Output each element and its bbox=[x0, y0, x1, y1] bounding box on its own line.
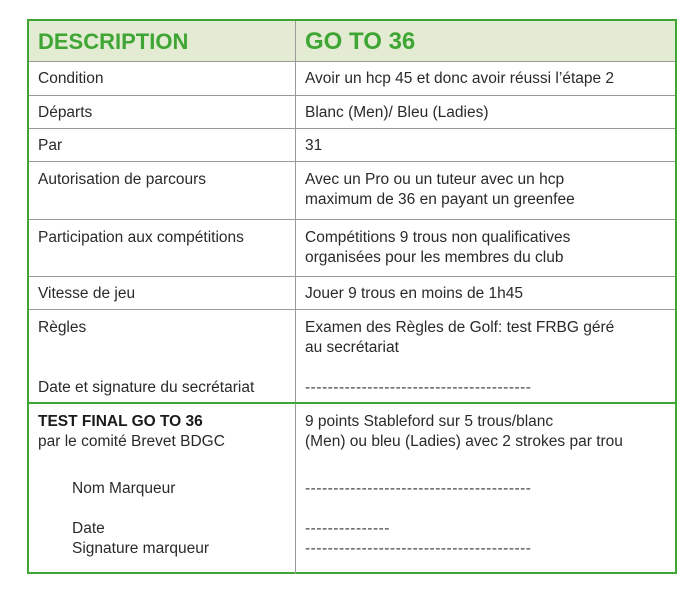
test-final-labels bbox=[29, 404, 295, 574]
date-line: --------------- bbox=[305, 520, 390, 537]
value-line: 9 points Stableford sur 5 trous/blanc bbox=[305, 413, 554, 430]
secretariat-label: Date et signature du secrétariat bbox=[38, 379, 255, 396]
value-line: Compétitions 9 trous non qualificatives bbox=[305, 229, 571, 246]
row-label: Autorisation de parcours bbox=[38, 171, 207, 188]
row-value: Jouer 9 trous en moins de 1h45 bbox=[295, 277, 675, 309]
test-final-title: TEST FINAL GO TO 36 bbox=[38, 413, 203, 430]
row-regles bbox=[29, 310, 675, 404]
row-vitesse bbox=[29, 277, 675, 310]
row-test-final bbox=[29, 404, 675, 574]
secretariat-signature-line: ---------------------------------------- bbox=[305, 379, 532, 396]
go-to-36-table bbox=[27, 19, 677, 574]
header-go-to-36: GO TO 36 bbox=[295, 21, 675, 61]
row-value: Avoir un hcp 45 et donc avoir réussi l’étape 2 bbox=[295, 62, 675, 95]
row-value: 31 bbox=[295, 129, 675, 161]
value-line: au secrétariat bbox=[305, 339, 399, 356]
value-line: (Men) ou bleu (Ladies) avec 2 strokes par trou bbox=[305, 433, 623, 450]
date-label: Date bbox=[72, 520, 105, 537]
signature-marqueur-line: ---------------------------------------- bbox=[305, 540, 532, 557]
row-par bbox=[29, 129, 675, 162]
value-line: organisées pour les membres du club bbox=[305, 249, 564, 266]
row-value: Blanc (Men)/ Bleu (Ladies) bbox=[295, 96, 675, 128]
value-line: Examen des Règles de Golf: test FRBG géré bbox=[305, 319, 615, 336]
row-label: Par bbox=[38, 137, 63, 154]
value-line: Avec un Pro ou un tuteur avec un hcp bbox=[305, 171, 565, 188]
value-line: maximum de 36 en payant un greenfee bbox=[305, 191, 575, 208]
row-label: Vitesse de jeu bbox=[38, 285, 136, 302]
row-label: Condition bbox=[38, 70, 104, 87]
test-final-values bbox=[295, 404, 675, 574]
signature-marqueur-label: Signature marqueur bbox=[72, 540, 209, 557]
row-label-group bbox=[29, 310, 295, 402]
row-value bbox=[295, 162, 675, 219]
row-participation bbox=[29, 220, 675, 277]
test-final-subtitle: par le comité Brevet BDGC bbox=[38, 433, 225, 450]
nom-marqueur-label: Nom Marqueur bbox=[72, 480, 176, 497]
row-value bbox=[295, 220, 675, 276]
row-label: Départs bbox=[38, 104, 93, 121]
row-departs bbox=[29, 96, 675, 129]
row-autorisation bbox=[29, 162, 675, 220]
nom-marqueur-line: ---------------------------------------- bbox=[305, 480, 532, 497]
row-value-group bbox=[295, 310, 675, 402]
row-label: Participation aux compétitions bbox=[38, 229, 244, 246]
row-condition bbox=[29, 62, 675, 96]
row-label: Règles bbox=[38, 319, 87, 336]
table-header bbox=[29, 21, 675, 62]
header-description: DESCRIPTION bbox=[38, 29, 189, 54]
